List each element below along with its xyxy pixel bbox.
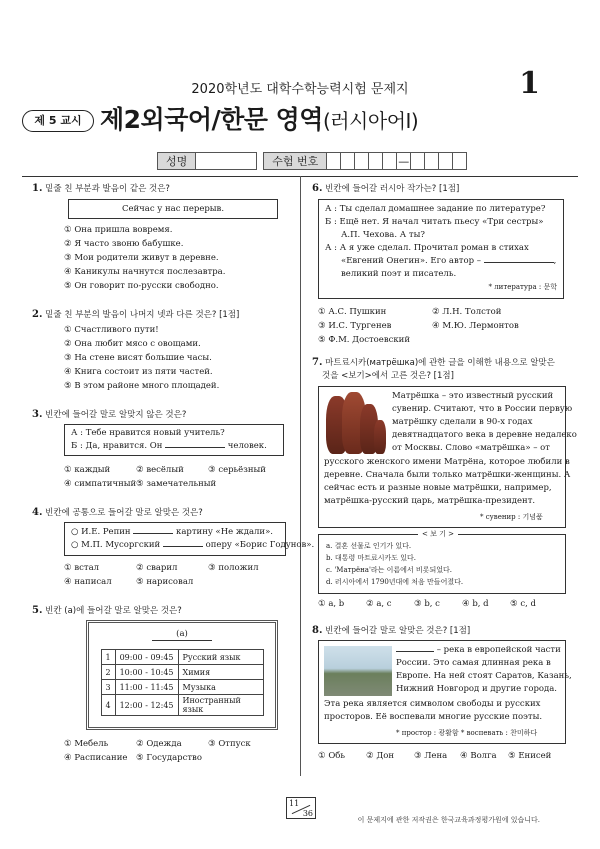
q3-option[interactable]: ① каждый xyxy=(64,465,111,475)
q3-option[interactable]: ③ серьёзный xyxy=(208,465,266,475)
id-dash: — xyxy=(397,152,411,170)
q4-prompt: 4. 빈칸에 공통으로 들어갈 말로 알맞은 것은? xyxy=(32,507,203,518)
exam-title: 2020학년도 대학수학능력시험 문제지 xyxy=(191,82,409,97)
q4-option[interactable]: ① встал xyxy=(64,563,100,573)
page-number: 1 xyxy=(519,66,540,101)
q8-option[interactable]: ① Обь xyxy=(318,751,346,761)
q3-blank xyxy=(165,447,225,448)
q1-option[interactable]: ④ Каникулы начнутся послезавтра. xyxy=(64,267,226,277)
q8-note: * простор : 광활함 * воспевать : 찬미하다 xyxy=(396,729,538,737)
page-counter xyxy=(286,797,316,819)
id-cell[interactable] xyxy=(425,152,439,170)
id-row xyxy=(157,152,467,170)
q5-option[interactable]: ① Мебель xyxy=(64,739,109,749)
q5-option[interactable]: ② Одежда xyxy=(136,739,182,749)
q3-option[interactable]: ④ симпатичный xyxy=(64,479,137,489)
q5-option[interactable]: ④ Расписание xyxy=(64,753,128,763)
q8-prompt: 8. 빈칸에 들어갈 말로 알맞은 것은? [1점] xyxy=(312,625,471,636)
q3-prompt: 3. 빈칸에 들어갈 말로 알맞지 않은 것은? xyxy=(32,409,187,420)
q2-option[interactable]: ③ На стене висят большие часы. xyxy=(64,353,212,363)
q3-line: А : Тебе нравится новый учитель? xyxy=(71,428,225,438)
q7-prompt: 7. 마트료시카(матрёшка)에 관한 글을 이해한 내용으로 알맞은 xyxy=(312,357,555,368)
page-current: 11 xyxy=(289,799,300,808)
q6-option[interactable]: ⑤ Ф.М. Достоевский xyxy=(318,335,411,345)
q4-box xyxy=(64,522,315,556)
copyright-notice: 이 문제지에 관한 저작권은 한국교육과정평가원에 있습니다. xyxy=(357,816,540,824)
q1-option[interactable]: ① Она пришла вовремя. xyxy=(64,225,173,235)
q5-option[interactable]: ⑤ Государство xyxy=(136,753,202,763)
q6-option[interactable]: ① А.С. Пушкин xyxy=(318,307,387,317)
q7-bogi-label: < 보 기 > xyxy=(418,529,458,539)
id-cell[interactable] xyxy=(439,152,453,170)
q8-option[interactable]: ④ Волга xyxy=(460,751,497,761)
id-cell[interactable] xyxy=(327,152,341,170)
q7-option[interactable]: ④ b, d xyxy=(462,599,489,609)
id-cell[interactable] xyxy=(341,152,355,170)
q8-option[interactable]: ② Дон xyxy=(366,751,395,761)
q8-text-side: – река в европейской части России. Это самая длинная река в Европе. На ней стоят Саратов, Казань, Нижний Новгород и другие города. xyxy=(396,645,572,694)
q2-option[interactable]: ② Она любит мясо с овощами. xyxy=(64,339,201,349)
q3-option[interactable]: ② весёлый xyxy=(136,465,184,475)
subject-sub: (러시아어Ⅰ) xyxy=(322,109,419,133)
q2-option[interactable]: ① Счастливого пути! xyxy=(64,325,159,335)
q2-option[interactable]: ⑤ В этом районе много площадей. xyxy=(64,381,220,391)
q8-blank xyxy=(396,651,434,652)
q4-option[interactable]: ⑤ нарисовал xyxy=(136,577,194,587)
id-cell[interactable] xyxy=(453,152,467,170)
id-cell[interactable] xyxy=(383,152,397,170)
q6-line: «Евгений Онегин». Его автор – , xyxy=(341,256,557,266)
q6-note: * литература : 문학 xyxy=(488,283,557,291)
q6-line: великий поэт и писатель. xyxy=(341,269,457,279)
q3-line: Б : Да, нравится. Он человек. xyxy=(71,441,267,451)
q1-box: Сейчас у нас перерыв. xyxy=(68,199,278,219)
q3-box xyxy=(64,424,284,456)
schedule-table xyxy=(101,649,264,716)
q8-text-full: Эта река является символом свободы и русских просторов. Её воспевали многие русские поэты. xyxy=(324,699,543,722)
q7-note: * сувенир : 기념품 xyxy=(480,513,543,521)
q5-frame xyxy=(86,620,278,730)
table-row: 3 11:00 - 11:45 Музыка xyxy=(101,680,263,695)
q1-option[interactable]: ② Я часто звоню бабушке. xyxy=(64,239,184,249)
q6-line: Б : Ещё нет. Я начал читать пьесу «Три сестры» xyxy=(325,217,544,227)
q6-option[interactable]: ② Л.Н. Толстой xyxy=(432,307,502,317)
q6-prompt: 6. 빈칸에 들어갈 러시아 작가는? [1점] xyxy=(312,183,460,194)
q6-line: А : А я уже сделал. Прочитал роман в стихах xyxy=(325,243,529,253)
period-badge: 제 5 교시 xyxy=(22,110,94,132)
q6-box xyxy=(318,199,564,299)
id-cell[interactable] xyxy=(369,152,383,170)
q8-option[interactable]: ⑤ Енисей xyxy=(508,751,552,761)
q6-option[interactable]: ③ И.С. Тургенев xyxy=(318,321,392,331)
q5-prompt: 5. 빈칸 (a)에 들어갈 말로 알맞은 것은? xyxy=(32,605,182,616)
subject-title xyxy=(100,100,418,136)
subject-main: 제2외국어/한문 영역 xyxy=(100,105,323,134)
q7-text-full: русского женского имени Матрёна, которое любили в деревне. Сначала были только матрёшки-женщины. А сейчас есть и разные новые матрёшки, например, матрёшка-русский царь, матрёшка-президент. xyxy=(324,457,571,506)
q7-prompt-2: 것을 <보기>에서 고른 것은? [1점] xyxy=(322,371,454,381)
q4-line: ○ М.П. Мусоргский оперу «Борис Годунов». xyxy=(71,540,315,550)
q7-option[interactable]: ⑤ c, d xyxy=(510,599,536,609)
matryoshka-image xyxy=(324,390,388,456)
column-divider xyxy=(300,176,301,776)
river-image xyxy=(324,646,392,696)
q6-line: А : Ты сделал домашнее задание по литературе? xyxy=(325,204,546,214)
q6-line: А.П. Чехова. А ты? xyxy=(341,230,425,240)
table-row: 1 09:00 - 09:45 Русский язык xyxy=(101,650,263,665)
q2-option[interactable]: ④ Книга состоит из пяти частей. xyxy=(64,367,213,377)
q4-option[interactable]: ③ положил xyxy=(208,563,259,573)
q1-option[interactable]: ⑤ Он говорит по-русски свободно. xyxy=(64,281,219,291)
q1-prompt: 1. 밑줄 친 부분과 발음이 같은 것은? xyxy=(32,183,170,194)
q4-option[interactable]: ② сварил xyxy=(136,563,178,573)
table-row: 4 12:00 - 12:45 Иностранный язык xyxy=(101,695,263,716)
name-label: 성명 xyxy=(157,152,196,170)
id-cell[interactable] xyxy=(411,152,425,170)
q8-option[interactable]: ③ Лена xyxy=(414,751,448,761)
q2-prompt: 2. 밑줄 친 부분의 발음이 나머지 넷과 다른 것은? [1점] xyxy=(32,309,240,320)
q7-option[interactable]: ① a, b xyxy=(318,599,345,609)
q3-option[interactable]: ⑤ замечательный xyxy=(136,479,217,489)
id-cell[interactable] xyxy=(355,152,369,170)
q5-option[interactable]: ③ Отпуск xyxy=(208,739,251,749)
q6-option[interactable]: ④ М.Ю. Лермонтов xyxy=(432,321,519,331)
q1-option[interactable]: ③ Мои родители живут в деревне. xyxy=(64,253,219,263)
table-row: 2 10:00 - 10:45 Химия xyxy=(101,665,263,680)
page-total: 36 xyxy=(302,809,313,818)
name-field[interactable] xyxy=(196,152,257,170)
q7-option[interactable]: ③ b, c xyxy=(414,599,440,609)
q5-caption: (a) xyxy=(89,629,275,641)
id-label: 수험 번호 xyxy=(263,152,327,170)
q4-line: ○ И.Е. Репин картину «Не ждали». xyxy=(71,527,273,537)
q4-option[interactable]: ④ написал xyxy=(64,577,112,587)
q7-text-side: Матрёшка – это известный русский сувенир. Считают, что в России первую матрёшку сделали в 90-х годах девятнадцатого века в деревне недалеко от Москвы. Слово «матрёшка» – от xyxy=(392,391,577,453)
q7-option[interactable]: ② a, c xyxy=(366,599,392,609)
q7-bogi: a. 결혼 선물로 인기가 있다. b. 대통령 마트료시카도 있다. c. 'Матрёна'라는 이름에서 비롯되었다. d. 러시아에서 1790년대에 처음 만들어졌다. xyxy=(326,542,464,586)
